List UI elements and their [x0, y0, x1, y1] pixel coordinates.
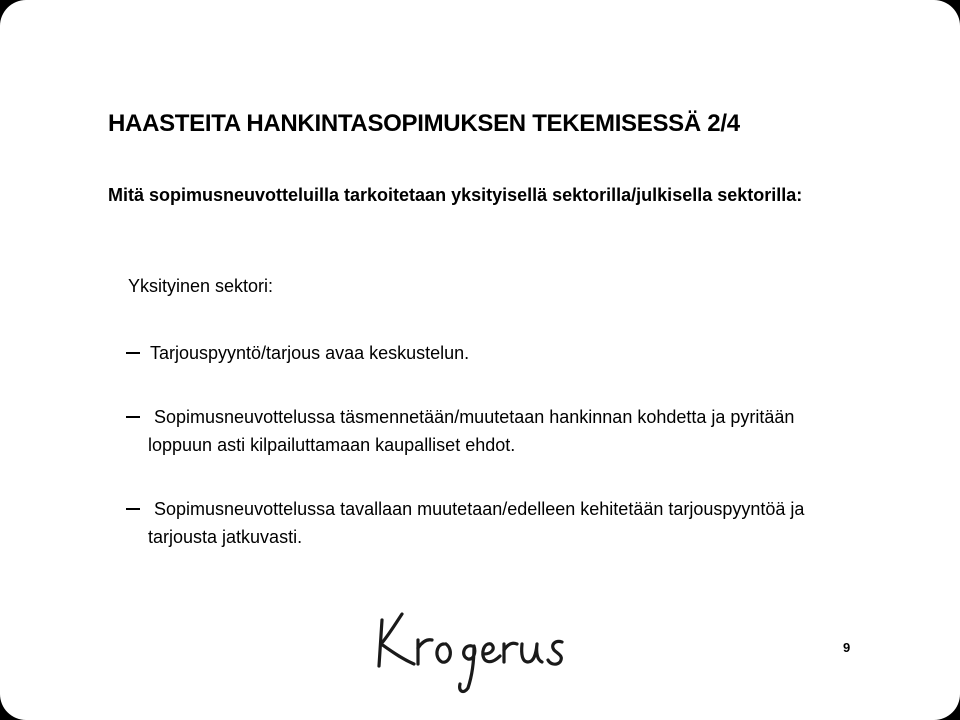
- slide-corner-top-right: [934, 0, 960, 26]
- bullet-text: Sopimusneuvottelussa täsmennetään/muutetaan hankinnan kohdetta ja pyritään loppuun asti kilpailuttamaan kaupalliset ehdot.: [148, 407, 795, 455]
- slide-question: Mitä sopimusneuvotteluilla tarkoitetaan yksityisellä sektorilla/julkisella sektorilla:: [108, 185, 803, 205]
- krogerus-logo: [372, 606, 582, 698]
- bullet-text: Sopimusneuvottelussa tavallaan muutetaan/edelleen kehitetään tarjouspyyntöä ja tarjousta jatkuvasti.: [148, 499, 805, 547]
- section-label-private-sector: Yksityinen sektori:: [128, 276, 274, 296]
- slide-corner-top-left: [0, 0, 26, 26]
- bullet-item: [126, 339, 846, 367]
- dash-bullet-icon: [126, 352, 140, 354]
- slide-corner-bottom-left: [0, 694, 26, 720]
- page-number: 9: [843, 640, 851, 655]
- bullet-item: [126, 403, 846, 459]
- slide-corner-bottom-right: [934, 694, 960, 720]
- slide-title: HAASTEITA HANKINTASOPIMUKSEN TEKEMISESSÄ 2/4: [108, 110, 740, 137]
- bullet-item: [126, 495, 846, 551]
- bullet-text: Tarjouspyyntö/tarjous avaa keskustelun.: [150, 343, 470, 363]
- dash-bullet-icon: [126, 416, 140, 418]
- dash-bullet-icon: [126, 508, 140, 510]
